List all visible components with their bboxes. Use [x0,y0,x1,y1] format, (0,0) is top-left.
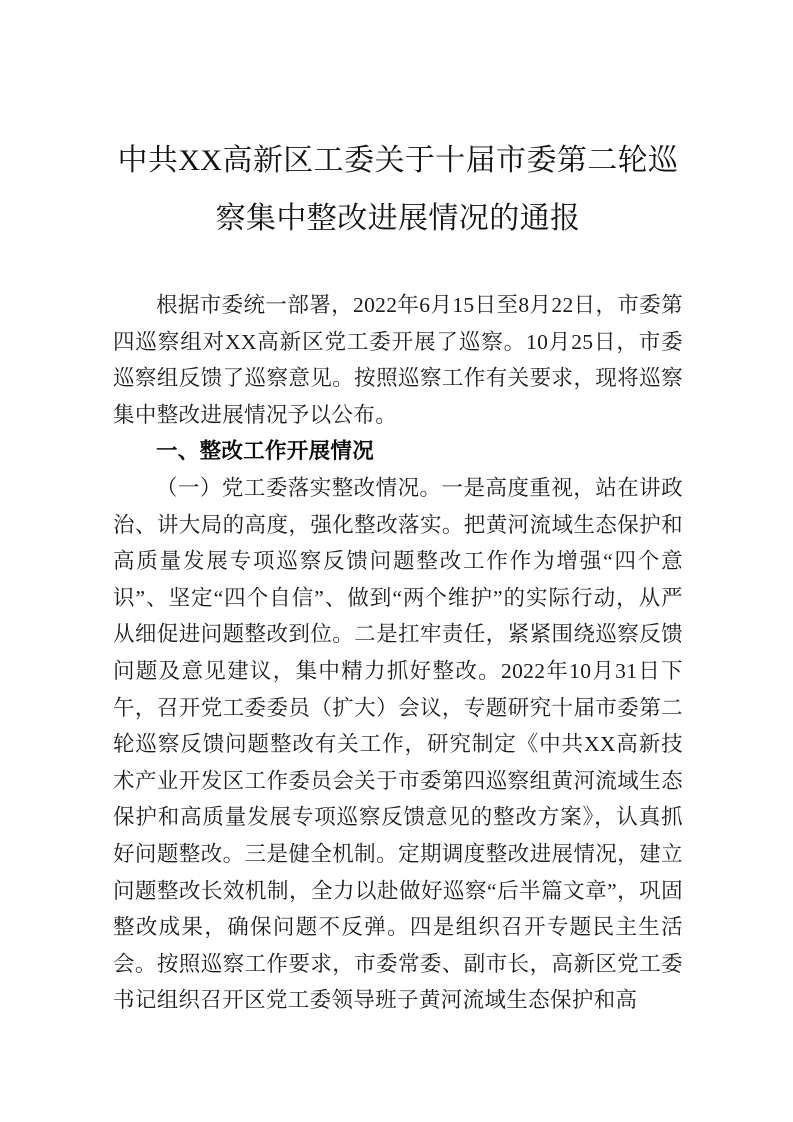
paragraph-intro: 根据市委统一部署，2022年6月15日至8月22日，市委第四巡察组对XX高新区党工委开展了巡察。10月25日，市委巡察组反馈了巡察意见。按照巡察工作有关要求，现将巡察集中整改进展情况予以公布。 [113,293,683,427]
document-title: 中共XX高新区工委关于十届市委第二轮巡察集中整改进展情况的通报 [117,144,679,235]
paragraph-section-1-item-1: （一）党工委落实整改情况。一是高度重视，站在讲政治、讲大局的高度，强化整改落实。把黄河流域生态保护和高质量发展专项巡察反馈问题整改工作作为增强“四个意识”、坚定“四个自信”、做到“两个维护”的实际行动，从严从细促进问题整改到位。二是扛牢责任，紧紧围绕巡察反馈问题及意见建议，集中精力抓好整改。2022年10月31日下午，召开党工委委员（扩大）会议，专题研究十届市委第二轮巡察反馈问题整改有关工作，研究制定《中共XX高新技术产业开发区工作委员会关于市委第四巡察组黄河流域生态保护和高质量发展专项巡察反馈意见的整改方案》，认真抓好问题整改。三是健全机制。定期调度整改进展情况，建立问题整改长效机制，全力以赴做好巡察“后半篇文章”，巩固整改成果，确保问题不反弹。四是组织召开专题民主生活会。按照巡察工作要求，市委常委、副市长，高新区党工委书记组织召开区党工委领导班子黄河流域生态保护和高 [113,475,683,1013]
section-heading-1: 一、整改工作开展情况 [156,439,375,464]
document-body [113,0,683,1019]
